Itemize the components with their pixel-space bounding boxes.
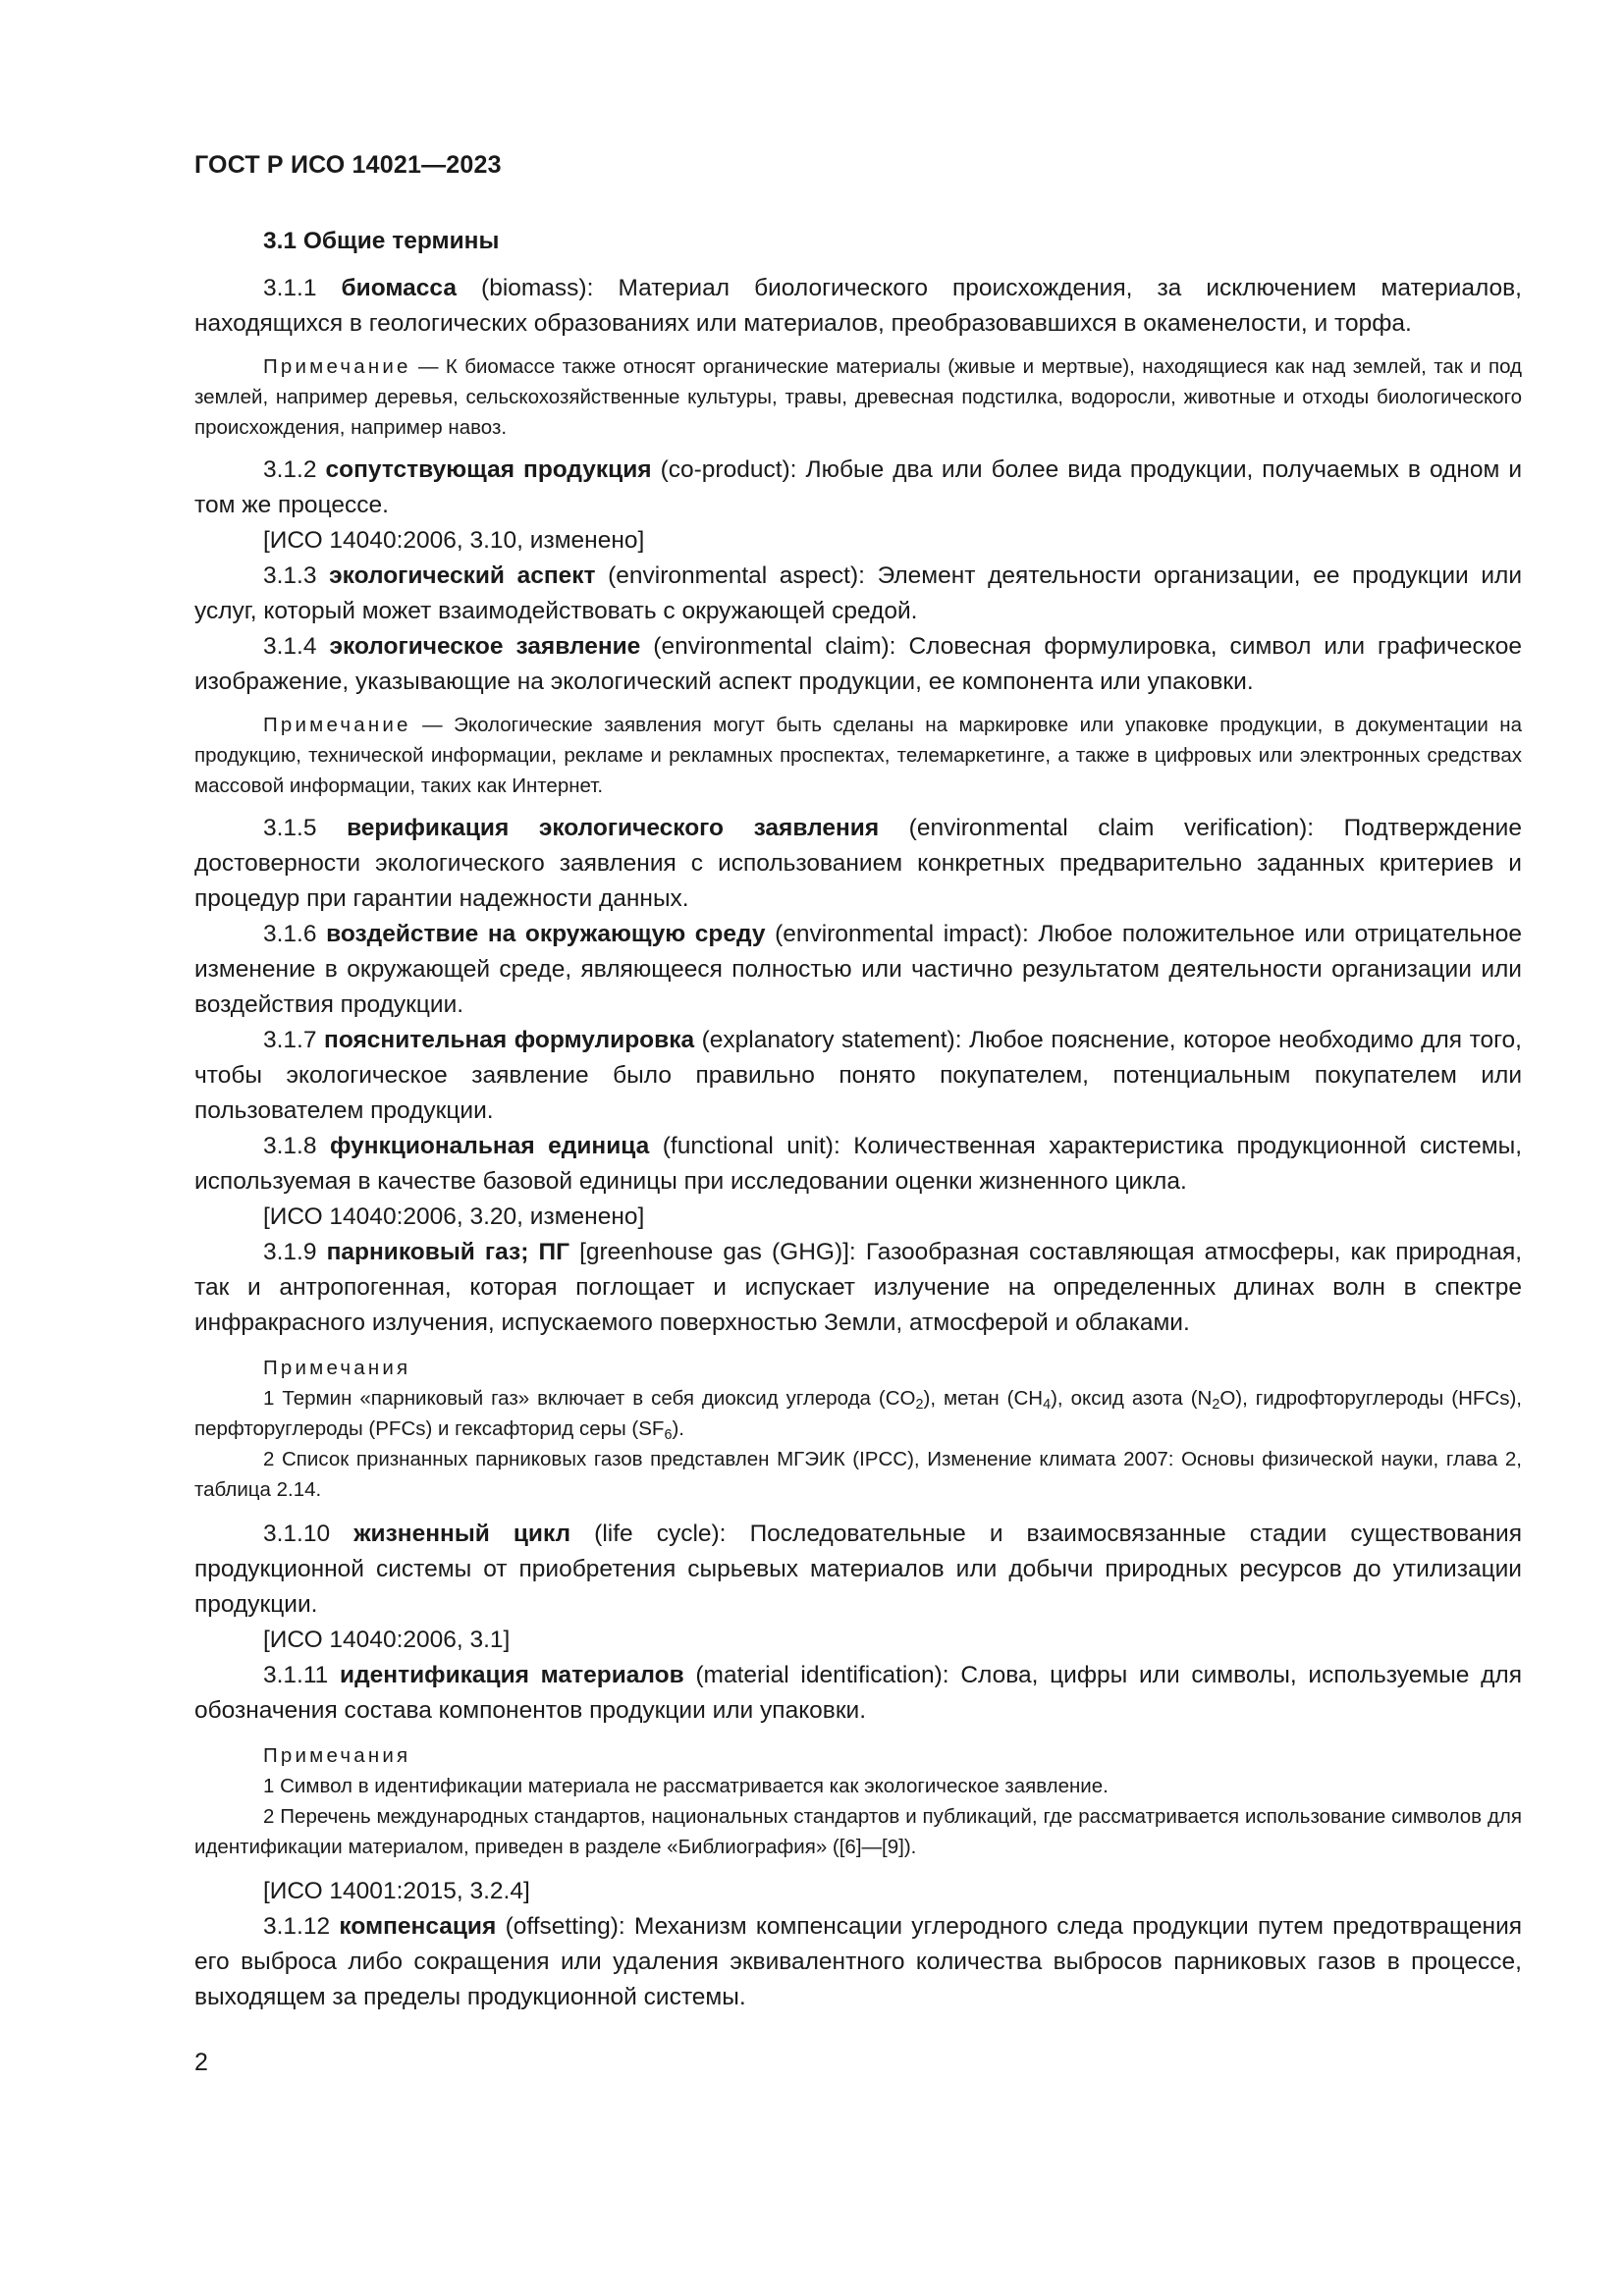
term-reference: [ИСО 14040:2006, 3.1]	[263, 1627, 511, 1653]
term-name: парниковый газ; ПГ	[326, 1239, 569, 1265]
term-name: экологический аспект	[329, 562, 596, 589]
term-entry	[194, 629, 1522, 700]
term-entry	[194, 1023, 1522, 1129]
term-definition: Газообразная составляющая атмосферы, как природная, так и антропогенная, которая поглощает и испускает излучение на определенных длинах волн в спектре инфракрасного излучения, испускаемого поверхностью Земли, атмосферой и облаками.	[194, 1239, 1523, 1336]
term-notes	[194, 1353, 1522, 1505]
term-definition: Любые два или более вида продукции, получаемых в одном и том же процессе.	[194, 456, 1523, 518]
term-note	[194, 351, 1522, 443]
document-header: ГОСТ Р ИСО 14021—2023	[194, 151, 502, 179]
term-entry	[194, 453, 1522, 523]
note-text: ), метан (CH	[923, 1387, 1044, 1410]
term-name: верификация экологического заявления	[347, 815, 880, 841]
term-name: компенсация	[339, 1913, 497, 1940]
term-entry	[194, 559, 1522, 629]
term-entry	[194, 1909, 1522, 2015]
term-definition: Любое пояснение, которое необходимо для того, чтобы экологическое заявление было правильно понято покупателем, потенциальным покупателем или пользователем продукции.	[194, 1027, 1522, 1124]
note-text: — К биомассе также относят органические материалы (живые и мертвые), находящиеся как над землей, так и под землей, например деревья, сельскохозяйственные культуры, травы, древесная подстилка, водоросли, животные и отходы биологического происхождения, например навоз.	[194, 355, 1522, 439]
subscript: 2	[915, 1397, 924, 1413]
term-number: 3.1.5	[263, 815, 317, 841]
notes-label: Примечания	[263, 1744, 411, 1767]
term-definition: Последовательные и взаимосвязанные стадии существования продукционной системы от приобретения сырьевых материалов или добычи природных ресурсов до утилизации продукции.	[194, 1521, 1523, 1618]
term-english: (co-product):	[660, 456, 797, 483]
term-number: 3.1.10	[263, 1521, 331, 1547]
term-english: (environmental aspect):	[608, 562, 865, 589]
term-name: функциональная единица	[330, 1133, 650, 1159]
subscript: 2	[1212, 1397, 1220, 1413]
subscript: 6	[664, 1427, 673, 1443]
term-entry	[194, 917, 1522, 1023]
term-english: (functional unit):	[662, 1133, 840, 1159]
term-reference: [ИСО 14040:2006, 3.20, изменено]	[263, 1203, 645, 1230]
note-label: Примечание	[263, 714, 411, 736]
term-definition: Элемент деятельности организации, ее продукции или услуг, который может взаимодействовать с окружающей средой.	[194, 562, 1523, 624]
term-entry	[194, 1658, 1522, 1729]
notes-label: Примечания	[263, 1357, 411, 1379]
term-english: (life cycle):	[594, 1521, 727, 1547]
note-text: ), оксид азота (N	[1051, 1387, 1213, 1410]
note-text: O), гидрофторуглероды (HFCs), перфторуглероды (PFCs) и гексафторид серы (SF	[194, 1387, 1523, 1440]
term-definition: Любое положительное или отрицательное изменение в окружающей среде, являющееся полностью или частично результатом деятельности организации или воздействия продукции.	[194, 921, 1522, 1018]
term-notes	[194, 1740, 1522, 1862]
term-entry	[194, 271, 1522, 342]
term-english: (environmental claim verification):	[908, 815, 1315, 841]
term-entry	[194, 1517, 1522, 1623]
term-name: воздействие на окружающую среду	[326, 921, 766, 947]
term-number: 3.1.11	[263, 1662, 329, 1688]
term-english: [greenhouse gas (GHG)]:	[579, 1239, 856, 1265]
term-entry	[194, 811, 1522, 917]
term-number: 3.1.8	[263, 1133, 317, 1159]
term-number: 3.1.3	[263, 562, 317, 589]
term-definition: Материал биологического происхождения, за исключением материалов, находящихся в геологических образованиях или материалов, преобразовавшихся в окаменелости, и торфа.	[194, 275, 1522, 337]
term-reference: [ИСО 14040:2006, 3.10, изменено]	[263, 527, 645, 554]
term-definition: Механизм компенсации углеродного следа продукции путем предотвращения его выброса либо сокращения или удаления эквивалентного количества выбросов парниковых газов в процессе, выходящем за пределы продукционной системы.	[194, 1913, 1523, 2010]
term-english: (explanatory statement):	[701, 1027, 962, 1053]
term-name: жизненный цикл	[353, 1521, 571, 1547]
term-name: биомасса	[341, 275, 457, 301]
term-name: экологическое заявление	[329, 633, 641, 660]
term-number: 3.1.2	[263, 456, 317, 483]
term-english: (material identification):	[695, 1662, 949, 1688]
term-number: 3.1.6	[263, 921, 317, 947]
term-english: (environmental impact):	[775, 921, 1029, 947]
term-definition: Словесная формулировка, символ или графическое изображение, указывающие на экологический аспект продукции, ее компонента или упаковки.	[194, 633, 1522, 695]
note-text: 1 Термин «парниковый газ» включает в себя диоксид углерода (CO	[263, 1387, 916, 1410]
term-number: 3.1.4	[263, 633, 317, 660]
term-number: 3.1.9	[263, 1239, 317, 1265]
term-number: 3.1.12	[263, 1913, 331, 1940]
subscript: 4	[1043, 1397, 1052, 1413]
term-definition: Количественная характеристика продукционной системы, используемая в качестве базовой единицы при исследовании оценки жизненного цикла.	[194, 1133, 1522, 1195]
term-entry	[194, 1235, 1522, 1341]
note-item: 2 Перечень международных стандартов, национальных стандартов и публикаций, где рассматривается использование символов для идентификации материалом, приведен в разделе «Библиография» ([6]—[9]).	[194, 1805, 1522, 1858]
term-english: (biomass):	[481, 275, 594, 301]
note-item	[194, 1383, 1522, 1444]
term-english: (environmental claim):	[653, 633, 896, 660]
note-item: 2 Список признанных парниковых газов представлен МГЭИК (IPCC), Изменение климата 2007: Основы физической науки, глава 2, таблица 2.14.	[194, 1448, 1522, 1501]
term-definition: Слова, цифры или символы, используемые для обозначения состава компонентов продукции или упаковки.	[194, 1662, 1522, 1724]
note-label: Примечание	[263, 355, 411, 378]
page-number: 2	[194, 2049, 208, 2076]
term-name: идентификация материалов	[340, 1662, 684, 1688]
term-number: 3.1.1	[263, 275, 317, 301]
term-entry	[194, 1129, 1522, 1200]
note-text: — Экологические заявления могут быть сделаны на маркировке или упаковке продукции, в документации на продукцию, технической информации, рекламе и рекламных проспектах, телемаркетинге, а также в цифровых или электронных средствах массовой информации, таких как Интернет.	[194, 714, 1522, 797]
document-content	[194, 224, 1522, 2015]
note-item: 1 Символ в идентификации материала не рассматривается как экологическое заявление.	[263, 1775, 1109, 1797]
term-name: сопутствующая продукция	[325, 456, 652, 483]
term-english: (offsetting):	[505, 1913, 625, 1940]
term-number: 3.1.7	[263, 1027, 317, 1053]
term-name: пояснительная формулировка	[324, 1027, 695, 1053]
term-reference: [ИСО 14001:2015, 3.2.4]	[263, 1878, 530, 1904]
section-title: 3.1 Общие термины	[263, 228, 500, 254]
term-definition: Подтверждение достоверности экологического заявления с использованием конкретных предварительно заданных критериев и процедур при гарантии надежности данных.	[194, 815, 1522, 912]
term-note	[194, 710, 1522, 801]
note-text: ).	[672, 1417, 684, 1440]
